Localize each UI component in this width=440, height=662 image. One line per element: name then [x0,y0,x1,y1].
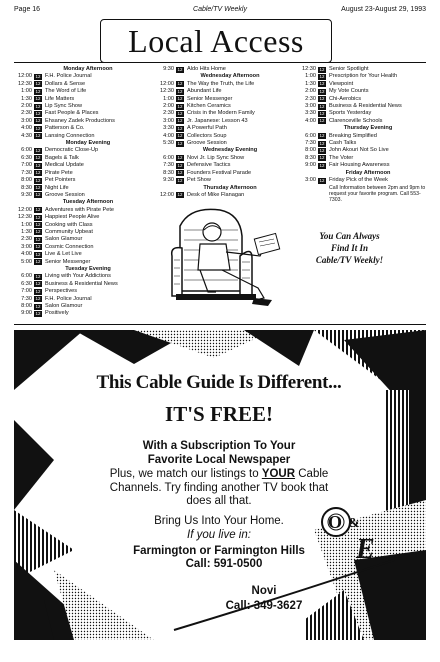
listing-show: My Vote Counts [329,88,369,95]
listing-show: The Way the Truth, the Life [187,80,255,87]
listing-time: 7:00 [21,162,32,169]
logo-letter-e: E [356,534,375,565]
channel-badge: 12 [35,259,41,265]
listing-row [14,281,152,288]
channel-badge: 12 [177,103,183,109]
listing-time: 8:30 [163,169,174,176]
listing-time: 6:00 [21,147,32,154]
promo-line-1: You Can Always [319,231,380,241]
channel-badge: 12 [35,81,41,87]
listing-time: 9:30 [163,66,174,72]
listing-show: Fast People & Places [45,110,99,117]
day-heading: Tuesday Evening [65,265,111,272]
ad-sub-line-1: With a Subscription To Your [142,440,296,452]
listing-show: Lansing Connection [45,132,95,139]
listing-time: 4:30 [21,132,32,139]
listing-row [156,140,294,147]
channel-badge: 12 [35,236,41,242]
listing-row [156,162,294,169]
listing-row [298,88,428,95]
channel-badge: 12 [35,73,41,79]
publication-name: Cable/TV Weekly [193,6,247,13]
day-heading: Wednesday Evening [202,147,258,154]
listing-time: 1:00 [21,221,32,228]
channel-badge: 12 [319,88,325,94]
listing-time: 9:00 [21,310,32,317]
listing-show: Patterson & Co. [45,125,85,132]
listing-show: Groove Session [45,191,85,198]
listing-row [14,110,152,117]
section-title: Local Access [100,19,332,63]
listing-time: 12:30 [18,214,32,221]
channel-badge: 12 [35,214,41,220]
listing-row [298,103,428,110]
listing-time: 6:30 [21,280,32,287]
listing-time: 2:30 [21,110,32,117]
listing-time: 8:00 [21,177,32,184]
listing-row [298,162,428,169]
page-header [14,6,426,18]
channel-badge: 12 [35,185,41,190]
listing-time: 4:00 [163,132,174,139]
listing-row [14,310,152,317]
listing-time: 4:00 [21,251,32,258]
listing-row [156,88,294,95]
listing-time: 12:30 [302,66,316,72]
listing-show: The Word of Life [45,88,87,95]
listing-row [14,147,152,154]
listing-time: 1:00 [163,95,174,102]
listing-time: 8:30 [21,184,32,191]
listing-row [14,236,152,243]
listing-show: Senior Messenger [45,258,91,265]
listing-show: John Akouri Not So Live [329,147,389,154]
channel-badge: 12 [319,133,325,139]
listing-row [298,81,428,88]
promo-line-3: Cable/TV Weekly! [315,255,384,265]
listing-show: Cash Talks [329,140,357,147]
channel-badge: 12 [177,81,183,87]
listing-row [14,303,152,310]
listing-row [298,66,428,73]
ad-headline: This Cable Guide Is Different... [96,372,342,393]
day-heading: Thursday Afternoon [203,184,257,191]
channel-badge: 12 [177,96,183,102]
listing-show: Medical Update [45,162,84,169]
listing-show: Pet Show [187,177,211,184]
channel-badge: 12 [319,73,325,79]
day-heading: Monday Afternoon [63,66,113,72]
listing-show: Chi-Aerobics [329,95,362,102]
logo-ampersand: & [348,516,360,531]
listing-time: 6:00 [305,132,316,139]
listing-show: Senior Messenger [187,95,233,102]
listing-time: 9:00 [305,162,316,169]
listing-time: 7:00 [21,288,32,295]
title-rule [14,62,426,63]
listing-time: 7:30 [305,140,316,147]
listing-time: 2:00 [163,103,174,110]
listing-time: 12:00 [160,80,174,87]
listing-time: 4:00 [21,125,32,132]
listing-time: 2:00 [21,103,32,110]
listing-show: Salon Glamour [45,236,83,243]
listing-show: Friday Pick of the Week [329,177,388,184]
listing-show: Defensive Tactics [187,162,231,169]
listing-time: 1:00 [305,73,316,80]
listing-row [14,288,152,295]
listing-show: Pet Pointers [45,177,76,184]
ad-subscription-text [84,440,354,467]
channel-badge: 12 [35,96,41,102]
listing-show: Community Upbeat [45,228,93,235]
channel-badge: 12 [319,162,325,168]
channel-badge: 12 [35,155,41,161]
listing-show: Abundant Life [187,88,222,95]
channel-badge: 12 [177,140,183,146]
channel-badge: 12 [35,310,41,316]
channel-badge: 12 [319,96,325,102]
listing-row [156,125,294,132]
listing-row [14,177,152,184]
listing-time: 9:30 [21,191,32,198]
listing-show: Business & Residential News [329,103,402,110]
phone-farmington: 591-0500 [213,558,263,570]
day-heading: Wednesday Afternoon [200,73,260,80]
section-divider [14,324,426,325]
day-heading: Monday Evening [65,140,111,147]
listing-note: Call Information between 2pm and 9pm to request your favorite program. Call 553-7303. [329,184,426,204]
call-label: Call: [185,558,211,570]
listing-time: 6:00 [21,273,32,280]
listing-time: 2:30 [305,95,316,102]
channel-badge: 12 [177,170,183,176]
listing-show: Pirate Pete [45,169,73,176]
promo-slogan [292,230,407,266]
listing-show: Bagels & Talk [45,154,79,161]
listing-time: 2:00 [305,88,316,95]
call-label: Call: [225,600,251,612]
listing-time: 12:00 [160,191,174,198]
channel-badge: 12 [35,103,41,109]
ad-body-text [84,468,354,509]
ad-novi: Novi [251,585,277,597]
listings-column-3 [298,66,428,203]
listing-time: 12:30 [160,88,174,95]
listing-row [14,81,152,88]
listing-show: Perspectives [45,288,78,295]
listing-time: 7:30 [21,295,32,302]
listing-show: F.H. Police Journal [45,295,92,302]
listing-row [156,118,294,125]
listing-time: 2:30 [21,236,32,243]
listing-time: 6:00 [163,154,174,161]
ad-if-you-live: If you live in: [187,529,251,541]
listing-row [14,207,152,214]
channel-badge: 12 [35,118,41,124]
listing-show: Groove Session [187,140,227,147]
listing-row [14,273,152,280]
listing-row [156,170,294,177]
listing-show: Collectors Soup [187,132,227,139]
ad-body-line-2: Channels. Try finding another TV book that [109,481,329,494]
listing-show: Salon Glamour [45,303,83,309]
listing-row [298,133,428,140]
channel-badge: 12 [35,147,41,153]
promo-illustration [160,196,424,316]
channel-badge: 12 [35,125,41,131]
channel-badge: 12 [177,66,183,72]
channel-badge: 12 [35,281,41,287]
channel-badge: 12 [35,288,41,294]
listing-show: Sports Yesterday [329,110,372,117]
channel-badge: 12 [177,118,183,124]
listing-time: 12:00 [18,73,32,80]
channel-badge: 12 [177,192,183,198]
listing-time: 7:30 [21,169,32,176]
listing-row [14,244,152,251]
ad-body-line-1a: Plus, we match our listings to [109,468,259,480]
logo-letter-o: O [328,512,343,532]
listing-show: A Powerful Path [187,125,227,132]
ad-call-novi [204,600,324,614]
channel-badge: 12 [319,177,325,183]
listing-row [14,296,152,303]
listing-row [14,118,152,125]
channel-badge: 12 [35,244,41,250]
listing-show: Positively [45,310,69,317]
channel-badge: 12 [35,229,41,235]
ad-body-line-3: does all that. [186,495,252,507]
channel-badge: 12 [319,147,325,153]
listing-show: The Voter [329,154,354,161]
ad-your-emphasis: YOUR [261,468,296,480]
listing-time: 3:30 [163,125,174,132]
listing-row [14,155,152,162]
listing-time: 1:30 [305,80,316,87]
day-heading: Friday Afternoon [345,169,391,176]
listing-show: Novi Jr. Lip Sync Show [187,154,245,161]
listing-show: Breaking Simplified [329,132,377,139]
listing-time: 3:00 [163,117,174,124]
listing-show: Night Life [45,184,69,191]
channel-badge: 12 [35,170,41,176]
listing-row [14,185,152,192]
channel-badge: 12 [35,177,41,183]
channel-badge: 12 [319,155,325,161]
listings-column-1 [14,66,152,318]
listing-row [14,170,152,177]
listing-row [14,251,152,258]
channel-badge: 12 [177,110,183,116]
subscription-ad [14,330,426,640]
channel-badge: 12 [35,296,41,302]
ad-body-line-1 [84,468,354,482]
listing-show: Aldo Hits Home [187,66,226,72]
listing-time: 7:30 [163,162,174,169]
listing-time: 8:00 [305,147,316,154]
listing-show: Ehsaney Zadek Productions [45,117,115,124]
ad-free-banner: IT'S FREE! [165,402,273,426]
listing-time: 6:30 [21,154,32,161]
listing-row [14,133,152,140]
listing-row [14,214,152,221]
oe-logo [314,508,384,578]
listing-row [156,96,294,103]
page-number: Page 16 [14,6,41,13]
listing-time: 1:00 [21,88,32,95]
channel-badge: 12 [177,125,183,131]
listing-show: F.H. Police Journal [45,73,92,80]
listing-row [14,73,152,80]
listing-row [298,96,428,103]
channel-badge: 12 [177,155,183,161]
channel-badge: 12 [35,222,41,228]
listing-row [156,177,294,184]
listing-show: Viewpoint [329,80,354,87]
ad-bring-us: Bring Us Into Your Home. [154,515,284,527]
listing-row [156,110,294,117]
listing-row [14,88,152,95]
channel-badge: 12 [177,177,183,183]
listing-show: Cosmic Connection [45,243,94,250]
channel-badge: 12 [319,118,325,124]
listing-row [298,177,428,184]
day-heading: Tuesday Afternoon [62,199,114,206]
listing-show: Live & Let Live [45,251,82,258]
channel-badge: 12 [319,81,325,87]
listing-row [14,222,152,229]
listing-show: Fair Housing Awareness [329,162,390,169]
listing-time: 2:30 [163,110,174,117]
listing-row [156,66,294,73]
listing-row [14,96,152,103]
channel-badge: 12 [35,133,41,139]
channel-badge: 12 [35,303,41,309]
listings-column-2 [156,66,294,199]
channel-badge: 12 [35,251,41,257]
channel-badge: 12 [35,207,41,213]
listing-row [14,125,152,132]
listing-time: 8:00 [21,303,32,309]
listing-row [298,110,428,117]
listing-row [14,229,152,236]
ad-call-farmington [174,558,274,572]
listing-time: 3:00 [305,177,316,184]
listing-row [14,162,152,169]
channel-badge: 12 [35,110,41,116]
listing-row [156,155,294,162]
channel-badge: 12 [35,273,41,279]
channel-badge: 12 [177,88,183,94]
issue-dates: August 23-August 29, 1993 [341,6,426,13]
listing-row [156,133,294,140]
channel-badge: 12 [319,66,325,72]
channel-badge: 12 [319,103,325,109]
listing-time: 1:30 [21,228,32,235]
listing-row [298,147,428,154]
listing-show: Senior Spotlight [329,66,369,72]
channel-badge: 12 [319,110,325,116]
listing-time: 12:00 [18,206,32,213]
phone-novi: 349-3627 [253,600,303,612]
listing-row [14,259,152,266]
listing-time: 8:30 [305,154,316,161]
listing-show: Life Matters [45,95,75,102]
listing-time: 3:00 [21,117,32,124]
channel-badge: 12 [35,162,41,168]
listing-show: Happiest People Alive [45,214,100,221]
listing-time: 3:00 [305,103,316,110]
listing-time: 5:00 [21,258,32,265]
listing-show: Prescription for Your Health [329,73,398,80]
promo-line-2: Find It In [330,243,369,253]
listing-row [298,73,428,80]
listing-show: Dollars & Sense [45,80,86,87]
listing-show: Lip Sync Show [45,103,83,110]
listing-show: Kitchen Ceramics [187,103,231,110]
ad-sub-line-2: Favorite Local Newspaper [147,453,291,466]
listing-time: 5:30 [163,140,174,147]
listing-show: Clarenceville Schools [329,117,383,124]
listing-show: Jr. Japanese: Lesson 43 [187,117,248,124]
listing-show: Crisis in the Modern Family [187,110,255,117]
channel-badge: 12 [35,88,41,94]
listing-time: 1:30 [21,95,32,102]
listing-show: Cooking with Class [45,221,93,228]
listing-show: Democratic Close-Up [45,147,99,154]
listing-time: 9:30 [163,177,174,184]
listing-row [298,140,428,147]
channel-badge: 12 [319,140,325,146]
listing-show: Founders Festival Parade [187,169,252,176]
listing-time: 12:30 [18,80,32,87]
day-heading: Thursday Evening [343,125,393,132]
listing-show: Adventures with Pirate Pete [45,206,115,213]
channel-badge: 12 [177,162,183,168]
listing-time: 3:30 [305,110,316,117]
ad-cities: Farmington or Farmington Hills [133,545,305,557]
listing-show: Business & Residential News [45,280,118,287]
channel-badge: 12 [177,133,183,139]
listing-time: 3:00 [21,243,32,250]
channel-badge: 12 [35,192,41,198]
listing-row [298,118,428,125]
listing-show: Desk of Mike Flanagan [187,191,245,198]
listing-row [156,81,294,88]
ad-body-line-1b: Cable [298,468,329,480]
listing-row [14,103,152,110]
listing-row [14,192,152,199]
listing-time: 4:00 [305,117,316,124]
listing-show: Living with Your Addictions [45,273,111,280]
listing-row [156,103,294,110]
listing-row [298,155,428,162]
